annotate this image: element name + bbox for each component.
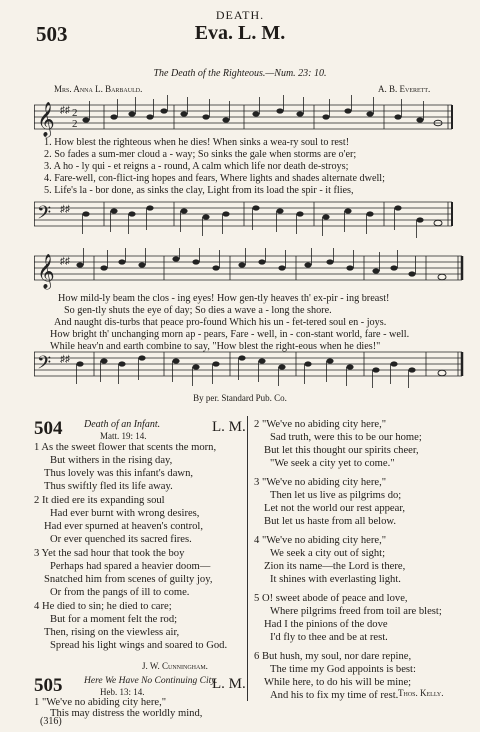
verse-line: Had ever burnt with wrong desires, [50,508,200,519]
svg-text:2: 2 [72,107,78,119]
lyric-line: 1. How blest the righteous when he dies! When sinks a wea-ry soul to rest! [44,137,350,148]
lyric-line: 5. Life's la - bor done, as sinks the clay, Light from its load the spir - it flies, [44,185,354,196]
verse-line: Or from the pangs of ill to come. [50,587,190,598]
lyric-line: And naught dis-turbs that peace pro-found Which his un - fet-tered soul en - joys. [54,317,387,328]
verse-line: "We seek a city yet to come." [270,458,395,469]
verse-line: But let us haste from all below. [264,516,397,527]
hymn-503-author: Mrs. Anna L. Barbauld. [54,84,143,94]
hymn-505-author: Thos. Kelly. [398,688,444,698]
verse-line: But withers in the rising day, [50,455,173,466]
verse-line: Had ever spurned at heaven's control, [44,521,203,532]
svg-text:♯♯: ♯♯ [60,354,70,365]
verse-line: And his to fix my time of rest. [270,690,399,701]
verse-line: 2 It died ere its expanding soul [34,495,165,506]
svg-text:♯♯: ♯♯ [60,256,70,267]
verse-line: The time my God appoints is best: [270,664,416,675]
hymn-504-title: Death of an Infant. [84,419,161,430]
hymn-505-number: 505 [34,675,63,696]
system-2-bass-staff [34,348,464,392]
lyric-line: How bright th' unchanging morn ap - pears, Fare - well, in - con-stant world, fare - well. [50,329,410,340]
verse-line: We seek a city out of sight; [270,548,386,559]
hymn-503-credit: By per. Standard Pub. Co. [193,393,287,403]
verse-line: Thus swiftly fled its life away. [44,481,173,492]
column-divider [247,416,248,701]
hymn-504-number: 504 [34,418,63,439]
system-2-treble-staff [34,248,464,294]
verse-line: Had I the pinions of the dove [264,619,388,630]
verse-line: Zion its name—the Lord is there, [264,561,406,572]
verse-line: Thus lovely was this infant's dawn, [44,468,194,479]
bass-clef-icon: 𝄢 [37,352,52,377]
system-1-bass-staff [34,196,454,242]
hymn-503-number: 503 [36,22,68,46]
stanza [254,418,476,470]
verse-line: Where pilgrims freed from toil are blest; [270,606,442,617]
hymn-505-meter: L. M. [212,676,246,692]
verse-line: Spread his light wings and soared to God. [50,640,228,651]
hymn-504-meter: L. M. [212,419,246,435]
verse-line: Snatched him from scenes of guilty joy, [44,574,213,585]
verse-line: I'd fly to thee and be at rest. [270,632,388,643]
verse-line: 4 He died to sin; he died to care; [34,601,172,612]
lyric-line: 2. So fades a sum-mer cloud a - way; So sinks the gale when storms are o'er; [44,149,357,160]
stanza [254,476,476,528]
verse-line: But let this thought our spirits cheer, [264,445,419,456]
page-number: (316) [40,716,62,727]
running-head: DEATH. [215,8,265,22]
verse-line: 3 "We've no abiding city here," [254,477,387,488]
hymn-503-subtitle: The Death of the Righteous.—Num. 23: 10. [153,68,327,79]
verse-line: Sad truth, were this to be our home; [270,432,422,443]
lyric-line: 3. A ho - ly qui - et reigns a - round, A calm which life nor death de-stroys; [44,161,349,172]
verse-line: Then let us live as pilgrims do; [270,490,402,501]
stanza [254,534,476,586]
stanza [34,600,244,652]
verse-line: Then, rising on the viewless air, [44,627,180,638]
hymn-504-author: J. W. Cunningham. [142,661,208,671]
system-1-lyrics [44,137,385,197]
lyric-line: While heav'n and earth combine to say, "How blest the right-eous when he dies!" [50,341,381,352]
verse-line: 2 "We've no abiding city here," [254,419,387,430]
stanza [34,494,244,546]
treble-clef-icon: 𝄞 [37,255,55,288]
lyric-line: So gen-tly shuts the eye of day; So dies a wave a - long the shore. [64,305,332,316]
verse-line: This may distress the worldly mind, [50,708,203,719]
hymn-504-text [34,441,244,652]
verse-line: Or ever quenched its sacred fires. [50,534,192,545]
hymn-505-reference: Heb. 13: 14. [100,687,145,697]
hymn-505-text [254,418,476,702]
system-1-treble-staff [34,93,454,143]
lyric-line: 4. Fare-well, con-flict-ing hopes and fears, Where lights and shades alternate dwell; [44,173,385,184]
verse-line: 3 Yet the sad hour that took the boy [34,548,185,559]
verse-line: 5 O! sweet abode of peace and love, [254,593,408,604]
bass-clef-icon: 𝄢 [37,202,52,227]
system-2-lyrics [50,293,410,353]
lyric-line: How mild-ly beam the clos - ing eyes! How gen-tly heaves th' ex-pir - ing breast! [58,293,390,304]
verse-line: 4 "We've no abiding city here," [254,535,387,546]
verse-line: Perhaps had spared a heavier doom— [50,561,211,572]
stanza [34,441,244,493]
verse-line: 1 As the sweet flower that scents the morn, [34,442,217,453]
stanza [254,592,476,644]
svg-text:♯♯: ♯♯ [60,204,70,215]
verse-line: Let not the world our rest appear, [264,503,406,514]
treble-clef-icon: 𝄞 [37,103,55,136]
hymn-505-title: Here We Have No Continuing City. [84,676,218,686]
verse-line: But for a moment felt the rod; [50,614,178,625]
hymn-504-reference: Matt. 19: 14. [100,431,147,441]
hymn-505-stanza-1 [34,696,202,718]
verse-line: 1 "We've no abiding city here," [34,697,167,708]
hymn-503-title: Eva. L. M. [194,22,286,44]
hymn-503-composer: A. B. Everett. [378,84,431,94]
stanza [34,547,244,599]
svg-text:2: 2 [72,118,78,130]
verse-line: While here, to do his will be mine; [264,677,412,688]
svg-text:♯♯: ♯♯ [60,105,70,116]
verse-line: 6 But hush, my soul, nor dare repine, [254,651,412,662]
verse-line: It shines with everlasting light. [270,574,401,585]
